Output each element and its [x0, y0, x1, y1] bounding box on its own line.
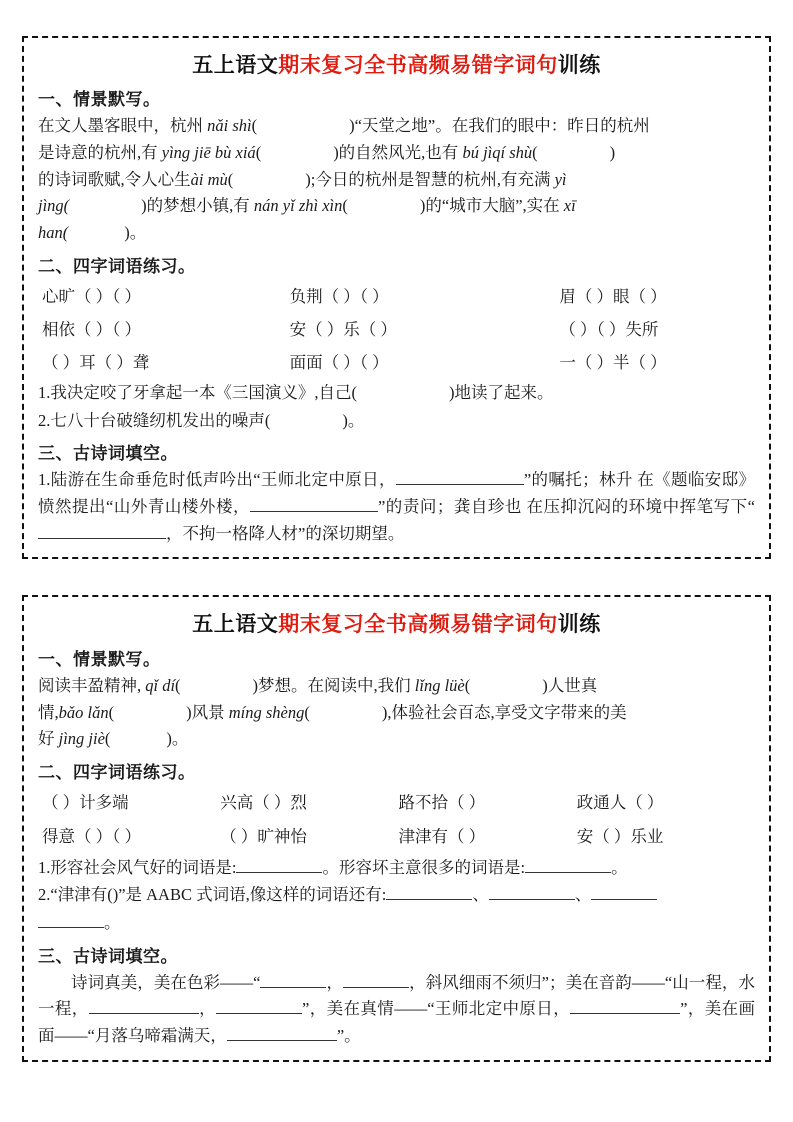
pinyin-jing: jìng(	[38, 196, 70, 216]
poem-blank[interactable]	[38, 521, 166, 539]
panel-1-s1-line-1: 在文人墨客眼中，杭州 nǎi shì( )“天堂之地”。在我们的眼中：昨日的杭州	[38, 116, 650, 136]
pinyin-qidi: qǐ dí	[145, 675, 176, 695]
panel-1-idiom-grid	[38, 280, 755, 379]
poem-blank[interactable]	[570, 997, 680, 1015]
pinyin-yi: yì	[554, 169, 567, 189]
pinyin-han: han(	[38, 223, 69, 243]
panel-2-section-3-heading: 三、古诗词填空。	[38, 946, 178, 966]
idiom-item[interactable]: 心旷（ ）（ ）	[42, 286, 141, 306]
pinyin-yingjiebuxia: yìng jiē bù xiá	[161, 143, 256, 163]
panel-2-title	[38, 611, 755, 638]
panel-1-s2-question-1: 1.我决定咬了牙拿起一本《三国演义》,自己( )地读了起来。	[38, 382, 554, 402]
poem-blank[interactable]	[250, 495, 378, 513]
title-prefix: 五上语文	[192, 53, 279, 77]
idiom-item[interactable]: （ ）（ ）失所	[559, 319, 659, 339]
idiom-item[interactable]: 得意（ ）（ ）	[42, 826, 141, 846]
idiom-item[interactable]: （ ）计多端	[42, 792, 129, 812]
idiom-item[interactable]: 负荆（ ）（ ）	[289, 286, 389, 306]
answer-blank[interactable]	[489, 883, 575, 901]
poem-blank[interactable]	[227, 1024, 337, 1042]
pinyin-xi: xī	[563, 196, 576, 216]
idiom-item[interactable]: （ ）旷神怡	[220, 826, 307, 846]
panel-2-s1-line-2: 情,bǎo lǎn( )风景 míng shèng( ),体验社会百态,享受文字带来的美	[38, 702, 627, 722]
panel-1-section-3-heading: 三、古诗词填空。	[38, 444, 178, 464]
idiom-item[interactable]: 相依（ ）（ ）	[42, 319, 141, 339]
poem-blank[interactable]	[396, 468, 524, 486]
pinyin-mingsheng: míng shèng	[228, 702, 305, 722]
title-highlight: 期末复习全书高频易错字词句	[278, 53, 558, 77]
panel-1-s1-line-5: han( )。	[38, 223, 147, 243]
title-suffix: 训练	[557, 612, 601, 637]
idiom-item[interactable]: 面面（ ）（ ）	[289, 352, 389, 372]
pinyin-jingjie: jìng jiè	[58, 729, 105, 749]
poem-blank[interactable]	[89, 997, 199, 1015]
panel-2-idiom-grid	[38, 786, 755, 854]
panel-2-section-2-heading: 二、四字词语练习。	[38, 762, 196, 782]
panel-1-s2-question-2: 2.七八十台破缝纫机发出的噪声( )。	[38, 410, 365, 430]
panel-1-title	[38, 52, 755, 79]
pinyin-aimu: ài mù	[190, 169, 228, 189]
panel-1-s1-line-2: 是诗意的杭州,有 yìng jiē bù xiá( )的自然风光,也有 bú jìqí shù( )	[38, 143, 616, 163]
idiom-item[interactable]: 安（ ）乐（ ）	[289, 319, 397, 339]
panel-1-section-1-heading: 一、情景默写。	[38, 90, 161, 110]
pinyin-nanyizhixin: nán yǐ zhì xìn	[253, 196, 343, 216]
panel-1-s1-line-3: 的诗词歌赋,令人心生ài mù( );今日的杭州是智慧的杭州,有充满 yì	[38, 169, 567, 189]
poem-blank[interactable]	[216, 997, 302, 1015]
panel-2-s1-line-1: 阅读丰盈精神, qǐ dí( )梦想。在阅读中,我们 lǐng lüè( )人世真	[38, 675, 598, 695]
pinyin-baolan: bǎo lǎn	[58, 702, 109, 722]
answer-blank[interactable]	[386, 883, 472, 901]
panel-1-s1-line-4: jìng( )的梦想小镇,有 nán yǐ zhì xìn( )的“城市大脑”,实在 xī	[38, 196, 576, 216]
idiom-item[interactable]: 眉（ ）眼（ ）	[559, 286, 667, 306]
panel-2-section-1-heading: 一、情景默写。	[38, 649, 161, 669]
worksheet-panel-1	[22, 36, 771, 559]
title-suffix: 训练	[557, 53, 601, 77]
idiom-item[interactable]: 津津有（ ）	[398, 826, 486, 846]
idiom-item[interactable]: 政通人（ ）	[576, 792, 664, 812]
pinyin-linglue: lǐng lüè	[414, 675, 465, 695]
panel-2-s2-question-2-cont: 。	[38, 909, 755, 937]
panel-1-section-2-heading: 二、四字词语练习。	[38, 256, 196, 276]
worksheet-panel-2	[22, 595, 771, 1061]
idiom-item[interactable]: 一（ ）半（ ）	[559, 352, 667, 372]
pinyin-naishi: nǎi shì	[207, 116, 252, 136]
answer-blank[interactable]	[38, 911, 104, 929]
answer-blank[interactable]	[525, 855, 611, 873]
panel-2-s2-question-2: 2.“津津有()”是 AABC 式词语,像这样的词语还有: 、 、	[38, 881, 755, 909]
title-highlight: 期末复习全书高频易错字词句	[278, 612, 558, 637]
panel-2-s1-line-3: 好 jìng jiè( )。	[38, 729, 189, 749]
idiom-item[interactable]: 路不拾（ ）	[398, 792, 486, 812]
idiom-item[interactable]: 安（ ）乐业	[576, 826, 664, 846]
pinyin-bujiqishu: bú jìqí shù	[462, 143, 533, 163]
panel-2-s2-question-1: 1.形容社会风气好的词语是: 。形容坏主意很多的词语是: 。	[38, 854, 755, 882]
title-prefix: 五上语文	[192, 612, 279, 637]
poem-blank[interactable]	[260, 970, 326, 988]
answer-blank[interactable]	[591, 883, 657, 901]
panel-2-s3-text: 诗词真美，美在色彩——“ ， ，斜风细雨不须归”；美在音韵——“山一程，水一程， ， ”，美在真情——“王师北定中原日， ”，美在画面——“月落乌啼霜满天， ”。	[38, 970, 755, 1050]
poem-blank[interactable]	[343, 970, 409, 988]
answer-blank[interactable]	[236, 855, 322, 873]
idiom-item[interactable]: （ ）耳（ ）聋	[42, 352, 150, 372]
panel-1-s3-text: 1.陆游在生命垂危时低声吟出“王师北定中原日， ”的嘱托；林升 在《题临安邸》愤然提出“山外青山楼外楼， ”的责问；龚自珍也 在压抑沉闷的环境中挥笔写下“，不拘一格降人材”的深切期望。	[38, 467, 755, 547]
idiom-item[interactable]: 兴高（ ）烈	[220, 792, 307, 812]
